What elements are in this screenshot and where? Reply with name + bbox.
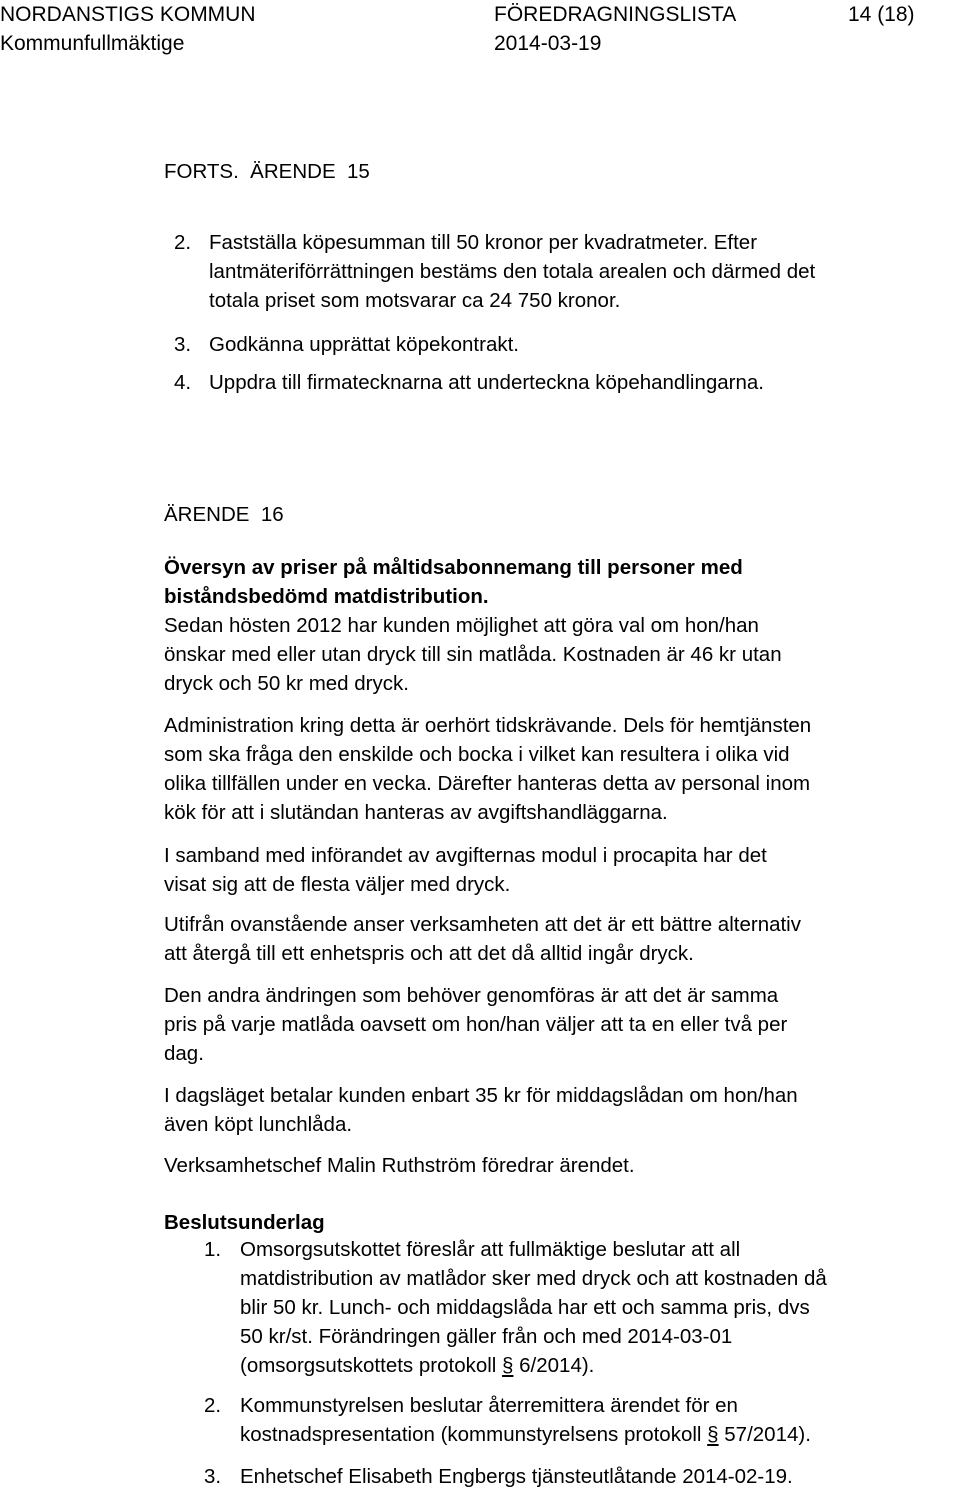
paragraph-6 (164, 1081, 798, 1139)
item-line: lantmäteriförrättningen bestäms den totala arealen och därmed det (209, 260, 816, 283)
title-line: Översyn av priser på måltidsabonnemang till personer med (164, 556, 743, 579)
item-line: matdistribution av matlådor sker med dryck och att kostnaden då (240, 1267, 827, 1290)
paragraph-symbol: § (502, 1354, 514, 1377)
paragraph-7 (164, 1151, 635, 1180)
paragraph-3 (164, 841, 767, 899)
paragraph-line: kök för att i slutändan hanteras av avgiftshandläggarna. (164, 801, 668, 824)
item-number: 2. (174, 231, 192, 254)
paragraph-line: Utifrån ovanstående anser verksamheten att det är ett bättre alternativ (164, 913, 801, 936)
protocol-number: 6/2014). (513, 1354, 595, 1377)
item-text (209, 228, 815, 315)
item-line: Kommunstyrelsen beslutar återremittera ärendet för en (240, 1394, 738, 1417)
paragraph-line: I dagsläget betalar kunden enbart 35 kr för middagslådan om hon/han (164, 1084, 798, 1107)
paragraph-line: dag. (164, 1042, 204, 1065)
item-line: blir 50 kr. Lunch- och middagslåda har ett och samma pris, dvs (240, 1296, 810, 1319)
item-number: 3. (204, 1465, 222, 1488)
item-number: 4. (174, 371, 192, 394)
paragraph-line: I samband med införandet av avgifternas modul i procapita har det (164, 844, 767, 867)
paragraph-line: Verksamhetschef Malin Ruthström föredrar ärendet. (164, 1154, 635, 1177)
item-text (240, 1391, 811, 1449)
paragraph-5 (164, 981, 787, 1068)
paragraph-line: Sedan hösten 2012 har kunden möjlighet att göra val om hon/han (164, 614, 759, 637)
title-line: biståndsbedömd matdistribution. (164, 585, 489, 608)
paragraph-line: Administration kring detta är oerhört tidskrävande. Dels för hemtjänsten (164, 714, 812, 737)
beslutsunderlag-heading: Beslutsunderlag (164, 1211, 325, 1234)
paragraph-4 (164, 910, 801, 968)
paragraph-line: önskar med eller utan dryck till sin matlåda. Kostnaden är 46 kr utan (164, 643, 782, 666)
item-number: 2. (204, 1394, 222, 1417)
item-line: totala priset som motsvarar ca 24 750 kronor. (209, 289, 621, 312)
arende-heading: ÄRENDE 16 (164, 503, 284, 526)
item-text: Enhetschef Elisabeth Engbergs tjänsteutlåtande 2014-02-19. (240, 1465, 793, 1488)
protocol-ref: (omsorgsutskottets protokoll (240, 1354, 503, 1377)
item-number: 3. (174, 333, 192, 356)
item-line: 50 kr/st. Förändringen gäller från och med 2014-03-01 (240, 1325, 733, 1348)
header-page-number: 14 (18) (848, 3, 915, 26)
item-line: Fastställa köpesumman till 50 kronor per kvadratmeter. Efter (209, 231, 758, 254)
protocol-number: 57/2014). (718, 1423, 811, 1446)
paragraph-line: pris på varje matlåda oavsett om hon/han väljer att ta en eller två per (164, 1013, 788, 1036)
header-body: Kommunfullmäktige (0, 32, 185, 55)
paragraph-line: visat sig att de flesta väljer med dryck. (164, 873, 511, 896)
header-date: 2014-03-19 (494, 32, 602, 55)
item-text (240, 1235, 827, 1380)
item-line (240, 1420, 811, 1449)
item-line: Omsorgsutskottet föreslår att fullmäktige beslutar att all (240, 1238, 741, 1261)
header-doc-type: FÖREDRAGNINGSLISTA (494, 3, 737, 26)
item-number: 1. (204, 1238, 222, 1261)
item-text: Godkänna upprättat köpekontrakt. (209, 333, 519, 356)
forts-heading: FORTS. ÄRENDE 15 (164, 160, 370, 183)
protocol-ref: kostnadspresentation (kommunstyrelsens protokoll (240, 1423, 708, 1446)
paragraph-2 (164, 711, 811, 827)
item-line (240, 1351, 827, 1380)
paragraph-line: olika tillfällen under en vecka. Därefter hanteras detta av personal inom (164, 772, 811, 795)
header-org: NORDANSTIGS KOMMUN (0, 3, 256, 26)
paragraph-line: Den andra ändringen som behöver genomföras är att det är samma (164, 984, 779, 1007)
item-text: Uppdra till firmatecknarna att underteckna köpehandlingarna. (209, 371, 764, 394)
paragraph-line: att återgå till ett enhetspris och att det då alltid ingår dryck. (164, 942, 694, 965)
arende-title (164, 553, 743, 611)
paragraph-line: som ska fråga den enskilde och bocka i vilket kan resultera i olika vid (164, 743, 790, 766)
paragraph-1 (164, 611, 782, 698)
paragraph-line: även köpt lunchlåda. (164, 1113, 353, 1136)
paragraph-symbol: § (707, 1423, 719, 1446)
paragraph-line: dryck och 50 kr med dryck. (164, 672, 409, 695)
